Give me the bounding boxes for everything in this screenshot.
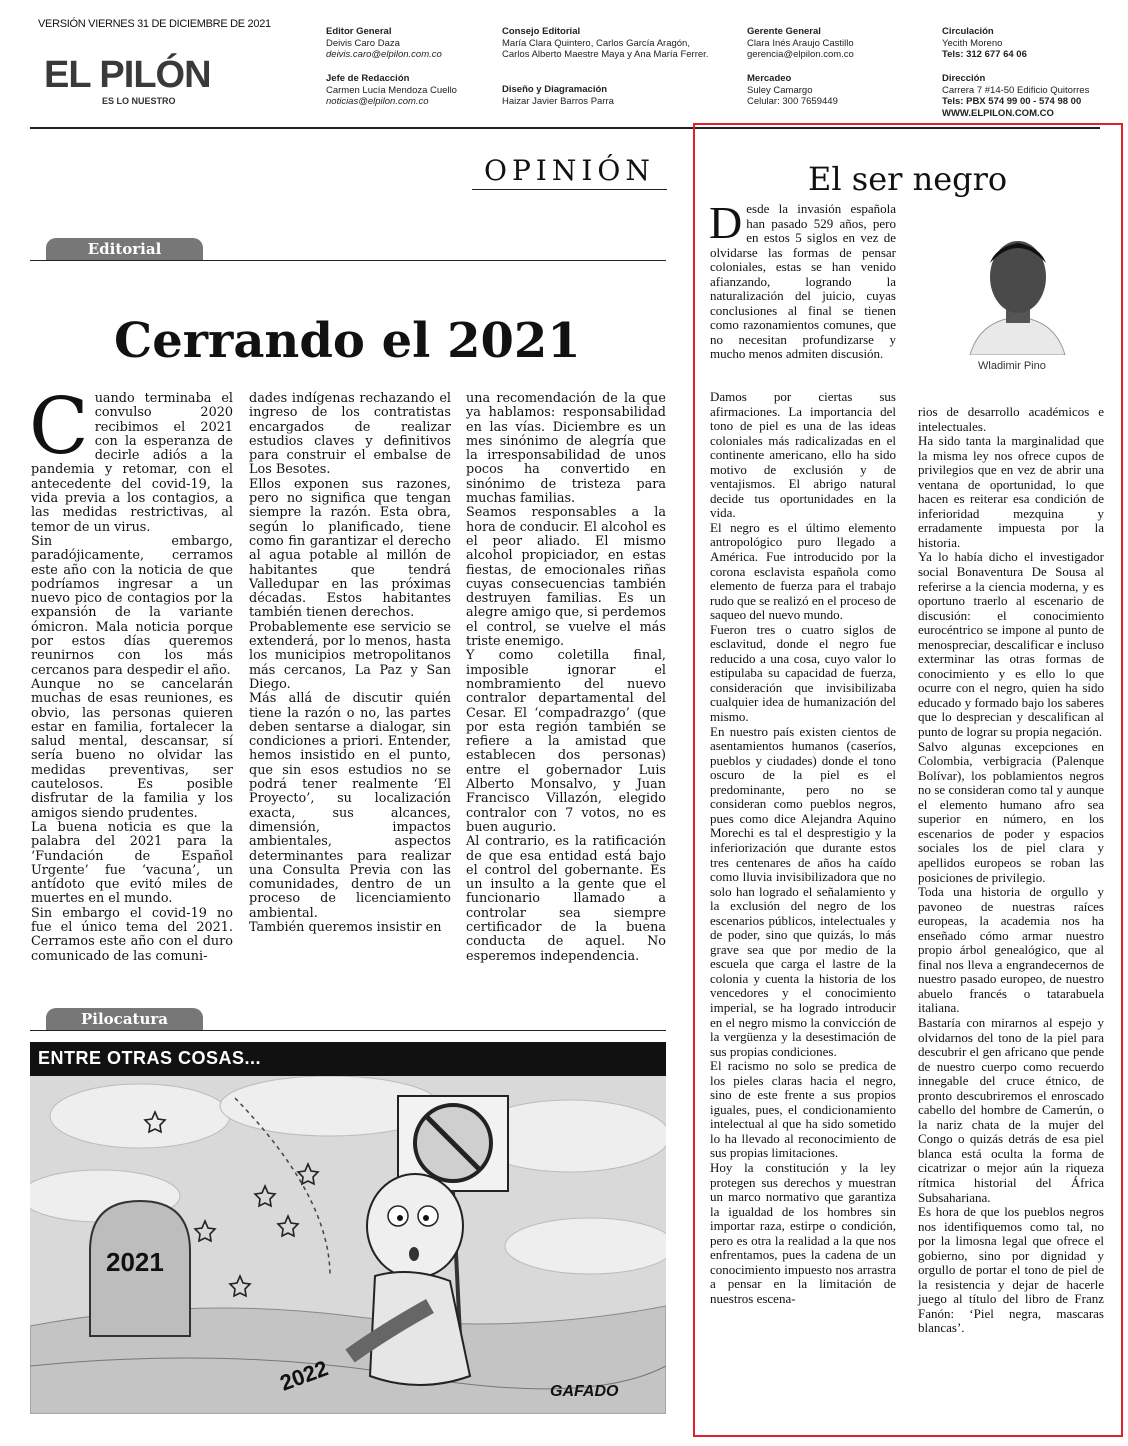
cartoon-tab: Pilocatura — [46, 1008, 203, 1030]
staff-consejo: Consejo Editorial María Clara Quintero, Carlos García Aragón, Carlos Alberto Maestre Maya y Ana María Ferrer. — [502, 26, 709, 60]
masthead-tagline: ES LO NUESTRO — [102, 96, 176, 106]
column-headline: El ser negro — [808, 160, 1008, 198]
column-col-1: Damos por ciertas sus afirmaciones. La importancia del tono de piel es una de las ideas coloniales más radicalizadas en el continente americano, ello ha sido motivo de exclusión y de ventajismos. El abrigo natural decide tus oportunidades en la vida. El negro es el último elemento antropológico puro llegado a América. Fue introducido por la corona esclavista española como elemento de fuerza para el trabajo rudo que se realizó en el proceso de saqueo del nuevo mundo. Fueron tres o cuatro siglos de esclavitud, donde el negro fue reducido a una cosa, cuyo valor lo estipulaba su capacidad de fuerza, consideración que invisibilizaba cualquier idea de humanización del mismo. En nuestro país existen cientos de asentamientos humanos (caseríos, pueblos y ciudades) donde el tono oscuro de la piel es el predominante, pero no se consideran como pueblos negros, pues como dice Alejandra Aquino Morechi es tal el desprestigio y la inferiorización que durante estos tres centenares de años ha caído como lluvia invisibilizadora que no solo han logrado el señalamiento y la exclusión del negro de los escenarios públicos, intelectuales y de poder, sino que quizás, lo más grave sea que por medio de la escuela que carga el lastre de la colonia y cuenta la historia de los vencedores y el conocimiento imperial, se ha logrado introducir en el negro mismo la convicción de la vergüenza y la desestimación de sus propias condiciones. El racismo no solo se predica de los pieles claras hacia el negro, sino de este frente a sus propios iguales, pues, el condicionamiento intelectual al que ha sido sometido lo ha llevado al reconocimiento de sus propias limitaciones. Hoy la constitución y la ley protegen sus derechos y muestran un marco normativo que garantiza la igualdad de los hombres sin importar raza, estirpe o condición, pero es otra la realidad a la que nos enfrentamos, pues la cadena de un conocimiento impuesto nos arrastra a pensar en la limitación de nuestros escena- — [710, 389, 896, 1306]
column-drop-cap: D — [709, 197, 743, 248]
cartoon-banner-text: ENTRE OTRAS COSAS... — [38, 1048, 262, 1068]
editorial-tab: Editorial — [46, 238, 203, 260]
author-portrait-icon — [960, 225, 1075, 355]
cartoon-drawing — [30, 1076, 666, 1414]
editorial-drop-cap: C — [29, 382, 89, 472]
tombstone-text: 2021 — [106, 1247, 164, 1277]
edition-line: VERSIÓN VIERNES 31 DE DICIEMBRE DE 2021 — [38, 18, 271, 30]
column-col-2: rios de desarrollo académicos e intelectuales. Ha sido tanta la marginalidad que la misma ley nos ofrece cupos de privilegios que en vez de abrir una ventana de oportunidad, lo que hacen es reiterar esa condición de inferioridad mezquina y erradamente impuesta por la historia. Ya lo había dicho el investigador social Bonaventura De Sousa al referirse a la ciencia moderna, y es oportuno traerlo al escenario de discusión: el conocimiento eurocéntrico se impone al punto de menospreciar, descalificar e incluso exterminar las otras formas de conocimiento y es ello lo que ocurre con el negro, quien ha sido educado y formado bajo los saberes que lo desprecian y descalifican al punto de lograr su propia negación. Salvo algunas excepciones en Colombia, verbigracia (Palenque Bolívar), los poblamientos negros no se consideran como tal y aunque el elemento humano afro sea superior en número, en los escenarios de poder y espacios sociales los de piel clara y apellidos europeos se roban las posiciones de privilegio. Toda una historia de orgullo y pavoneo de nuestras raíces europeas, la academia nos ha enseñado cómo armar nuestro propio árbol genealógico, que al final nos lleva a engrandecernos de nuestro pasado europeo, de nuestro abuelo francés o tatarabuela italiana. Bastaría con mirarnos al espejo y olvidarnos del tono de la piel para descubrir el gen africano que pende de nuestro cuerpo como recuerdo innegable del cruce étnico, de pronto descubriremos el enroscado cabello del hombre de Camerún, o la nariz chata de la mujer del Congo o quizás detrás de esa piel blanca está oculta la forma de cicatrizar o mejor aún la riqueza rítmica historial del África Subsahariana. Es hora de que los pueblos negros nos identifiquemos como tal, no por la limosna legal que ofrece el gobierno, sino por dignidad y orgullo de portar el tono de piel de la resistencia y dejar de hacerle juego al título del libro de Franz Fanón: ‘Piel negra, mascaras blancas’. — [918, 404, 1104, 1336]
cartoon-rule — [30, 1030, 666, 1031]
editorial-headline: Cerrando el 2021 — [114, 313, 581, 369]
editorial-col-1: Cuando terminaba el convulso 2020 recibimos el 2021 con la esperanza de decirle adiós a la pandemia y retomar, con el antecedente del covid-19, la vida previa a los contagios, a las medidas restrictivas, al temor de un virus. Sin embargo, paradójicamente, cerramos este año con la noticia de que podríamos ingresar a un nuevo pico de contagios por la expansión de la variante ómicron. Mala noticia porque por estos días queremos reunirnos con los más cercanos para despedir el año. Aunque no se cancelarán muchas de esas reuniones, es obvio, las personas quieren estar en familia, fortalecer la salud mental, descansar, sí sería bueno no olvidar las medidas preventivas, ser cautelosos. Es posible disfrutar de la familia y los amigos siendo prudentes. La buena noticia es que la palabra del 2021 para la ‘Fundación de Español Urgente’ fue ‘vacuna’, un antídoto que evitó miles de muertes en el mundo. Sin embargo el covid-19 no fue el único tema del 2021. Cerramos este año con el duro comunicado de las comuni- — [29, 382, 233, 964]
editorial-rule — [30, 260, 666, 261]
staff-mercadeo: Mercadeo Suley Camargo Celular: 300 7659449 — [747, 73, 838, 107]
staff-direccion: Dirección Carrera 7 #14-50 Edificio Quitorres Tels: PBX 574 99 00 - 574 98 00 WWW.ELPILON.COM.CO — [942, 73, 1090, 119]
author-name: Wladimir Pino — [978, 360, 1046, 372]
staff-circulacion: Circulación Yecith Moreno Tels: 312 677 64 06 — [942, 26, 1027, 60]
cartoon — [30, 1042, 666, 1414]
author-photo — [960, 225, 1075, 355]
sash-text: 2022 — [276, 1355, 332, 1396]
column-intro: Desde la invasión española han pasado 529 años, pero en estos 5 siglos en vez de olvidarse las formas de pensar coloniales, estas se han venido afianzando, logrando la naturalización del juicio, cuyas conclusiones al final se tienen como razonamientos comunes, que no necesitan profundizarse y mucho menos admiten discusión. — [709, 197, 896, 362]
masthead-logo: EL PILÓN — [44, 54, 211, 96]
staff-editor: Editor General Deivis Caro Daza deivis.caro@elpilon.com.co — [326, 26, 442, 60]
editorial-col-2: dades indígenas rechazando el ingreso de los contratistas encargados de realizar estudios claves y definitivos para construir el embalse de Los Besotes. Ellos exponen sus razones, pero no significa que tengan siempre la razón. Esta obra, según lo planificado, tiene como fin garantizar el derecho al agua potable al millón de habitantes que tendrá Valledupar en las próximas décadas. Estos habitantes también tienen derechos. Probablemente ese servicio se extenderá, por lo menos, hasta los municipios metropolitanos más cercanos, La Paz y San Diego. Más allá de discutir quién tiene la razón o no, las partes deben sentarse a dialogar, sin condiciones a priori. Entender, hemos insistido en el punto, que sin esos estudios no se podrá tener realmente ‘El Proyecto’, su localización exacta, sus alcances, dimensión, impactos ambientales, aspectos determinantes para realizar una Consulta Previa con las comunidades, dentro de un proceso de licenciamiento ambiental. También queremos insistir en — [249, 391, 451, 935]
staff-jefe: Jefe de Redacción Carmen Lucía Mendoza Cuello noticias@elpilon.com.co — [326, 73, 457, 107]
section-title: OPINIÓN — [484, 154, 655, 187]
staff-diseno: Diseño y Diagramación Haizar Javier Barros Parra — [502, 84, 614, 107]
cartoon-signature: GAFADO — [550, 1383, 619, 1400]
section-title-rule — [472, 189, 667, 190]
staff-gerente: Gerente General Clara Inés Araujo Castillo gerencia@elpilon.com.co — [747, 26, 854, 60]
editorial-col-3: una recomendación de la que ya hablamos: responsabilidad en las vías. Diciembre es un mes sinónimo de alegría que la irresponsabilidad de unos pocos ha convertido en sinónimo de tristeza para muchas familias. Seamos responsables a la hora de conducir. El alcohol es el peor aliado. El mismo alcohol propiciador, en estas fiestas, de emocionales riñas cuyas consecuencias también destruyen familias. Es un alegre amigo que, si perdemos el control, se vuelve el más triste enemigo. Y como coletilla final, imposible ignorar el nombramiento del nuevo contralor departamental del Cesar. El ‘compadrazgo’ (que por esta región también se refiere a la amistad que establecen dos personas) entre el gobernador Luis Alberto Monsalvo, y Juan Francisco Villazón, elegido contralor con 7 votos, no es buen augurio. Al contrario, es la ratificación de que esa entidad está bajo el control del gobernante. Es un insulto a la gente que el funcionario llamado a controlar sea siempre certificador de la buena conducta de aquel. No esperemos independencia. — [466, 391, 666, 964]
